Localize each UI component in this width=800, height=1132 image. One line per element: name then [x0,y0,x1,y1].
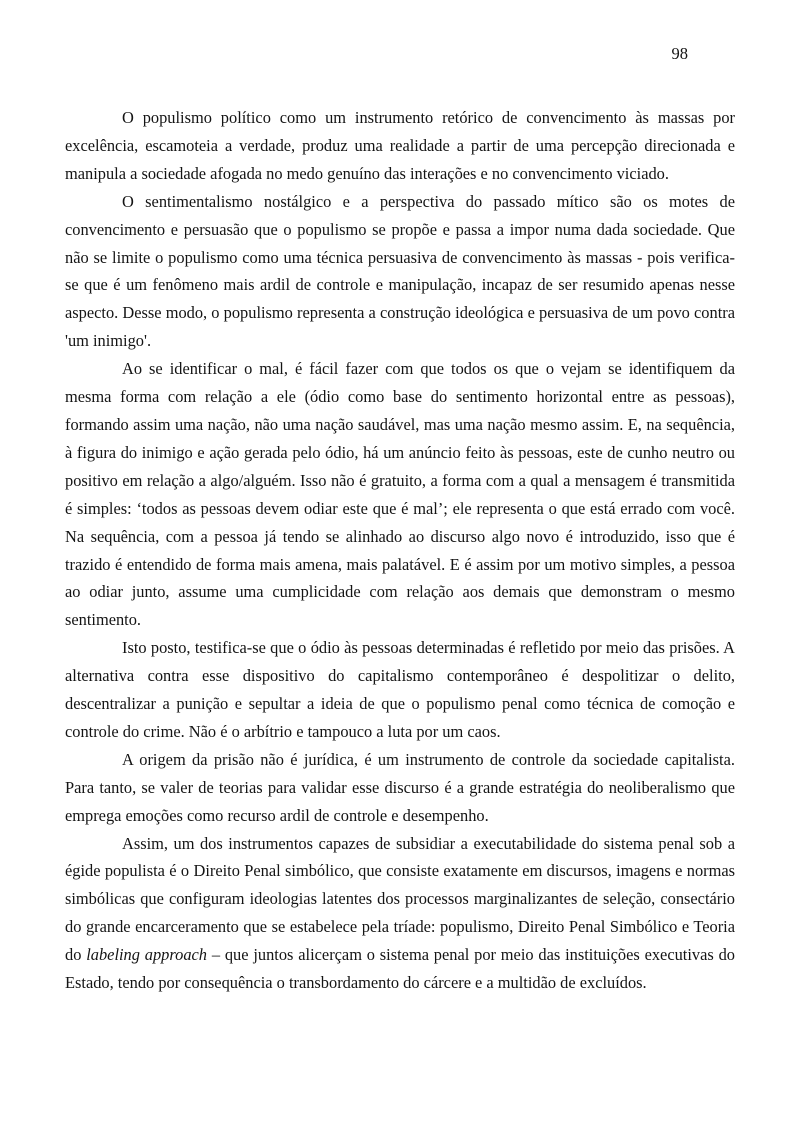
paragraph-text: O sentimentalismo nostálgico e a perspectiva do passado mítico são os motes de convencimento e persuasão que o populismo se propõe e passa a impor numa dada sociedade. Que não se limite o populismo como uma técnica persuasiva de convencimento às massas - pois verifica-se que é um fenômeno mais ardil de controle e manipulação, incapaz de ser resumido apenas nesse aspecto. Desse modo, o populismo representa a construção ideológica e persuasiva de um povo contra 'um inimigo'. [65,191,735,351]
italic-term-labeling-approach: labeling approach [86,945,207,965]
paragraph [65,355,735,634]
paragraph [65,188,735,355]
paragraph [65,104,735,188]
paragraph [65,634,735,746]
paragraph [65,746,735,830]
paragraph-text: – que juntos alicerçam o sistema penal por meio das instituições executivas do Estado, tendo por consequência o transbordamento do cárcere e a multidão de excluídos. [65,945,735,993]
paragraph-text: Assim, um dos instrumentos capazes de subsidiar a executabilidade do sistema penal sob a égide populista é o Direito Penal simbólico, que consiste exatamente em discursos, imagens e normas simbólicas que configuram ideologias latentes dos processos marginalizantes de seleção, consectário do grande encarceramento que se estabelece pela tríade: populismo, Direito Penal Simbólico e Teoria do [65,833,735,965]
page-number: 98 [671,44,688,63]
paragraph [65,830,735,997]
paragraph-text: Isto posto, testifica-se que o ódio às pessoas determinadas é refletido por meio das prisões. A alternativa contra esse dispositivo do capitalismo contemporâneo é despolitizar o delito, descentralizar a punição e sepultar a ideia de que o populismo penal como técnica de comoção e controle do crime. Não é o arbítrio e tampouco a luta por um caos. [65,638,735,741]
page-content [65,104,735,997]
paragraph-text: O populismo político como um instrumento retórico de convencimento às massas por excelência, escamoteia a verdade, produz uma realidade a partir de uma percepção direcionada e manipula a sociedade afogada no medo genuíno das interações e no convencimento viciado. [65,108,735,183]
paragraph-text: A origem da prisão não é jurídica, é um instrumento de controle da sociedade capitalista. Para tanto, se valer de teorias para validar esse discurso é a grande estratégia do neoliberalismo que emprega emoções como recurso ardil de controle e desempenho. [65,749,735,825]
paragraph-text: Ao se identificar o mal, é fácil fazer com que todos os que o vejam se identifiquem da mesma forma com relação a ele (ódio como base do sentimento horizontal entre as pessoas), formando assim uma nação, não uma nação saudável, mas uma nação mesmo assim. E, na sequência, à figura do inimigo e ação gerada pelo ódio, há um anúncio feito às pessoas, este de cunho neutro ou positivo em relação a algo/alguém. Isso não é gratuito, a forma com a qual a mensagem é transmitida é simples: ‘todos as pessoas devem odiar este que é mal’; ele representa o que está errado com você. Na sequência, com a pessoa já tendo se alinhado ao discurso algo novo é introduzido, isso que é trazido é entendido de forma mais amena, mais palatável. E é assim por um motivo simples, a pessoa ao odiar junto, assume uma cumplicidade com relação aos demais que demonstram o mesmo sentimento. [65,359,735,630]
